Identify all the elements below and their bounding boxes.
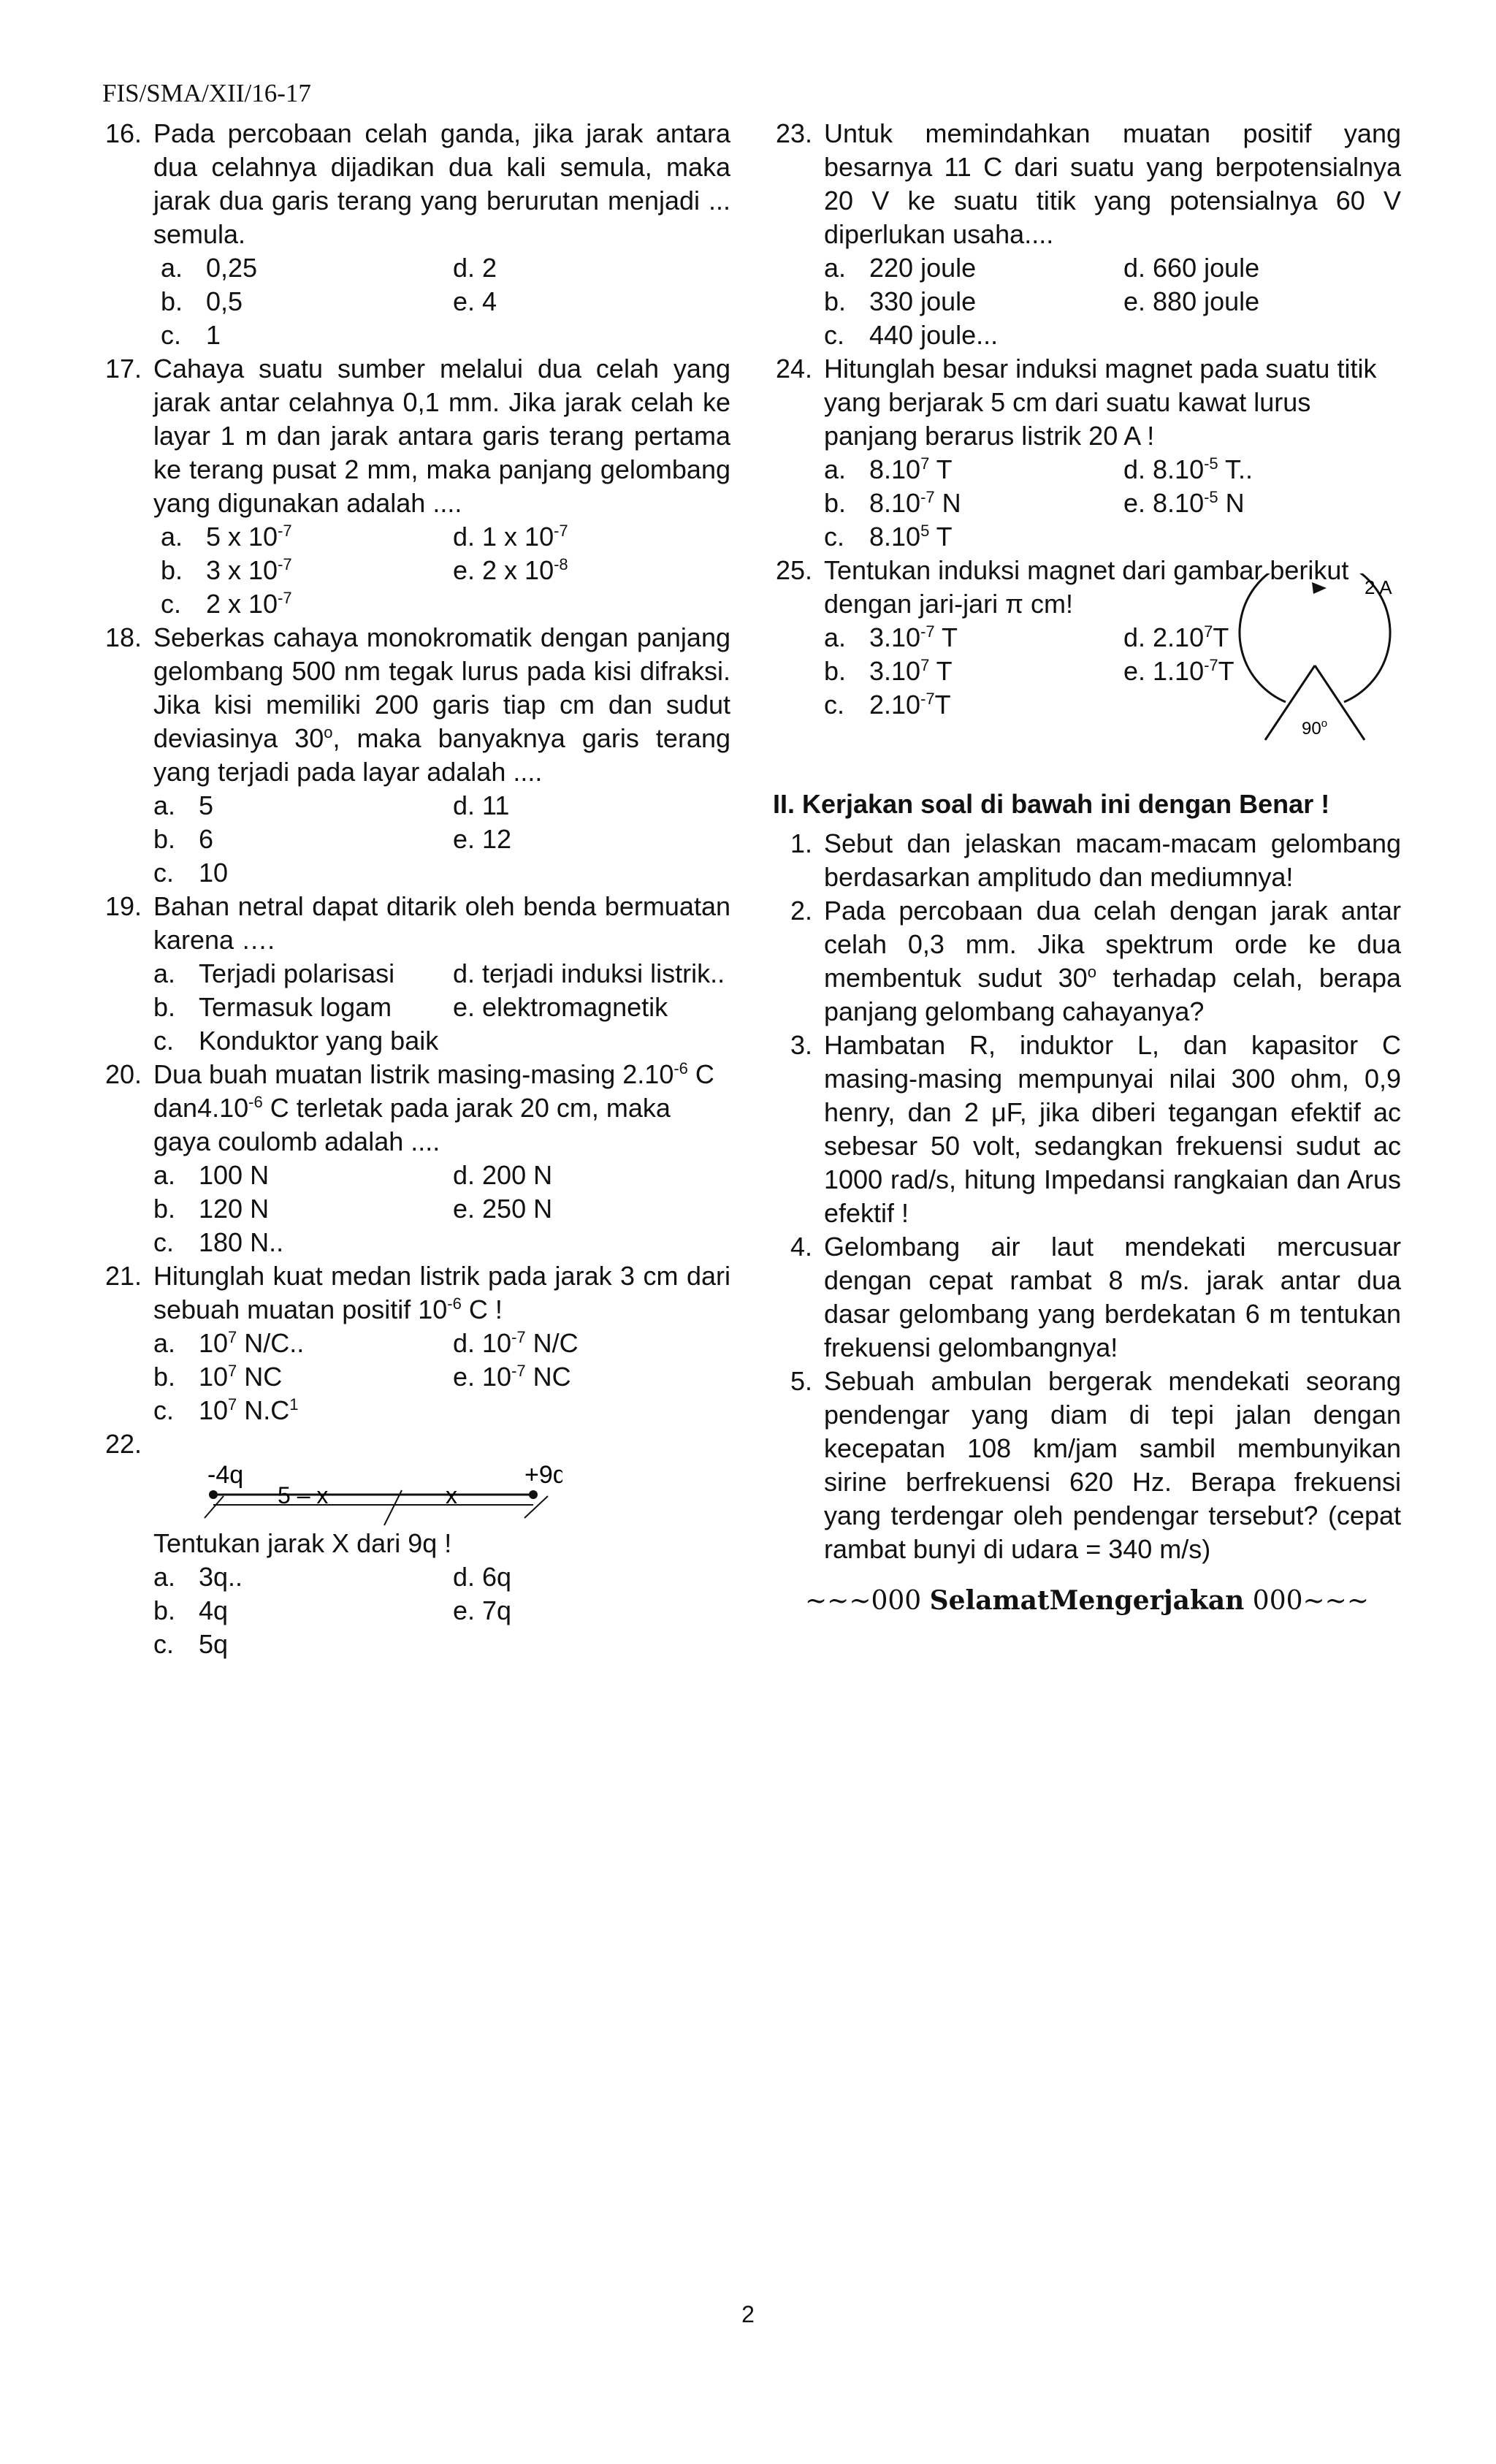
option-d: d. $10^{-7}$ N/C <box>453 1328 579 1358</box>
question-22 <box>102 1427 730 1461</box>
essay-item-3 <box>773 1029 1401 1230</box>
option-d: d. 2 <box>453 253 497 283</box>
tick-left <box>205 1496 224 1518</box>
option-b: b. 3 x $10^{-7}$ <box>161 555 292 585</box>
question-23 <box>773 117 1401 251</box>
essay-number: 2. <box>790 896 812 926</box>
option-a: a. 220 joule <box>824 253 977 283</box>
option-b: b. 120 N <box>153 1194 270 1224</box>
option-b: b. 3.10$^7$ T <box>824 656 953 686</box>
option-e: e. 880 joule <box>1123 286 1260 316</box>
left-charge-label: -4q <box>207 1461 244 1489</box>
essay-text: Hambatan R, induktor L, dan kapasitor C masing-masing mempunyai nilai 300 ohm, 0,9 henry, dan 2 μF, jika diberi tegangan efektif ac sebesar 50 volt, sedangkan frekuensi sudut ac 1000 rad/s, hitung Impedansi rangkaian dan Arus efektif ! <box>824 1030 1401 1228</box>
question-16 <box>102 117 730 251</box>
essay-item-4 <box>773 1230 1401 1365</box>
question-number: 23. <box>775 118 812 148</box>
options-21 <box>153 1327 730 1427</box>
option-a: a. 100 N <box>153 1160 270 1190</box>
option-d: d. 11 <box>453 790 510 820</box>
option-e: e. 7q <box>453 1595 512 1625</box>
question-text: Cahaya suatu sumber melalui dua celah yang jarak antar celahnya 0,1 mm. Jika jarak celah ke layar 1 m dan jarak antara garis terang pertama ke terang pusat 2 mm, maka panjang gelombang yang digunakan adalah .... <box>153 354 730 518</box>
essay-text: Sebuah ambulan bergerak mendekati seorang pendengar yang diam di tepi jalan dengan kecepatan 108 km/jam sambil membunyikan sirine berfrekuensi 620 Hz. Berapa frekuensi yang terdengar oleh pendengar tersebut? (cepat rambat bunyi di udara = 340 m/s) <box>824 1366 1401 1564</box>
option-c: c. 8.10$^5$ T <box>824 522 953 552</box>
option-a: a. 5 x $10^{-7}$ <box>161 522 292 552</box>
option-a: a. 8.10$^7$ T <box>824 454 953 484</box>
option-a: a. 5 <box>153 790 214 820</box>
angle-label: 90$^o$ <box>1302 717 1328 739</box>
option-a: a. 0,25 <box>161 253 258 283</box>
option-c: c. $2.10^{-7}T$ <box>824 690 951 720</box>
option-d: d. 1 x $10^{-7}$ <box>453 522 568 552</box>
question-17 <box>102 352 730 520</box>
section-2-title: II. Kerjakan soal di bawah ini dengan Benar ! <box>773 789 1330 819</box>
option-e: e. $1.10^{-7}T$ <box>1123 656 1234 686</box>
option-e: e. 2 x $10^{-8}$ <box>453 555 568 585</box>
option-c: c. 10 <box>153 858 229 888</box>
option-c: c. $10^7$ $N.C^1$ <box>153 1395 299 1425</box>
option-c: c. 5q <box>153 1629 229 1659</box>
current-arrow-icon <box>1312 582 1327 594</box>
option-d: d. 200 N <box>453 1160 553 1190</box>
segment-label-right: x <box>446 1482 457 1508</box>
question-number: 24. <box>775 354 812 384</box>
question-19 <box>102 890 730 957</box>
options-17 <box>161 520 730 621</box>
option-c: c. 440 joule... <box>824 320 999 350</box>
question-22-text: Tentukan jarak X dari 9q ! <box>153 1528 452 1558</box>
question-number: 19. <box>104 891 142 921</box>
option-d: d. $8.10^{-5}$ T.. <box>1123 454 1253 484</box>
essay-number: 5. <box>790 1366 812 1396</box>
question-text: Dua buah muatan listrik masing-masing $2.10^{-6}$ C $dan4.10^{-6}$ C terletak pada jarak 20 cm, maka gaya coulomb adalah .... <box>153 1059 714 1156</box>
question-21 <box>102 1259 730 1327</box>
question-20 <box>102 1058 730 1159</box>
option-a: a. $3.10^{-7}$ T <box>824 622 958 652</box>
options-18 <box>153 789 730 890</box>
essay-text: Sebut dan jelaskan macam-macam gelombang berdasarkan amplitudo dan mediumnya! <box>824 828 1401 892</box>
essay-number: 1. <box>790 828 812 858</box>
question-number: 16. <box>104 118 142 148</box>
question-text: Untuk memindahkan muatan positif yang besarnya 11 C dari suatu yang berpotensialnya 20 V ke suatu titik yang potensialnya 60 V diperlukan usaha.... <box>824 118 1401 249</box>
option-b: b. $8.10^{-7}$ N <box>824 488 961 518</box>
question-number: 20. <box>104 1059 142 1089</box>
question-number: 25. <box>775 555 812 585</box>
question-number: 17. <box>104 354 142 384</box>
charge-line-diagram <box>153 1461 730 1541</box>
essay-item-2 <box>773 894 1401 1029</box>
essay-text: Gelombang air laut mendekati mercusuar dengan cepat rambat 8 m/s. jarak antar dua dasar gelombang yang berdekatan 6 m tentukan frekuensi gelombangnya! <box>824 1232 1401 1362</box>
options-16 <box>161 251 730 352</box>
option-e: e. elektromagnetik <box>453 992 668 1022</box>
question-18 <box>102 621 730 789</box>
option-d: d. 2.10$^7$T <box>1123 622 1229 652</box>
option-d: d. terjadi induksi listrik.. <box>453 958 725 988</box>
essay-text: Pada percobaan dua celah dengan jarak antar celah 0,3 mm. Jika spektrum orde ke dua membentuk sudut 30$^o$ terhadap celah, berapa panjang gelombang cahayanya? <box>824 896 1401 1026</box>
question-text: Hitunglah kuat medan listrik pada jarak 3 cm dari sebuah muatan positif $10^{-6}$ C ! <box>153 1261 730 1324</box>
document-header: FIS/SMA/XII/16-17 <box>102 79 311 107</box>
question-text: Tentukan induksi magnet dari gambar berikut dengan jari-jari π cm! <box>824 555 1349 619</box>
options-20 <box>153 1159 730 1259</box>
option-d: d. 6q <box>453 1562 512 1592</box>
option-e: e. 12 <box>453 824 512 854</box>
options-22 <box>153 1560 730 1661</box>
right-charge-dot <box>529 1490 538 1499</box>
option-a: a. Terjadi polarisasi <box>153 958 395 988</box>
question-text: Seberkas cahaya monokromatik dengan panjang gelombang 500 nm tegak lurus pada kisi difraksi. Jika kisi memiliki 200 garis tiap cm dan sudut deviasinya 30$^o$, maka banyaknya garis terang yang terjadi pada layar adalah .... <box>153 622 730 787</box>
essay-item-5 <box>773 1365 1401 1566</box>
question-text: Pada percobaan celah ganda, jika jarak antara dua celahnya dijadikan dua kali semula, maka jarak dua garis terang yang berurutan menjadi ... semula. <box>153 118 730 249</box>
arc-svg <box>1234 573 1410 749</box>
options-24 <box>824 453 1401 554</box>
option-b: b. 330 joule <box>824 286 977 316</box>
essay-number: 3. <box>790 1030 812 1060</box>
option-d: d. 660 joule <box>1123 253 1260 283</box>
essay-item-1 <box>773 827 1401 894</box>
closing-message: ~~~000 SelamatMengerjakan 000~~~ <box>804 1585 1370 1616</box>
current-label: 2 A <box>1365 576 1392 598</box>
option-b: b. Termasuk logam <box>153 992 392 1022</box>
option-c: c. 180 N.. <box>153 1227 284 1257</box>
question-number: 22. <box>104 1429 142 1459</box>
question-number: 18. <box>104 622 142 652</box>
option-b: b. 4q <box>153 1595 229 1625</box>
option-e: e. 4 <box>453 286 497 316</box>
segment-label-left: 5 – x <box>278 1482 329 1508</box>
option-c: c. 2 x $10^{-7}$ <box>161 589 292 619</box>
option-c: c. 1 <box>161 320 221 350</box>
option-e: e. 250 N <box>453 1194 553 1224</box>
essay-number: 4. <box>790 1232 812 1262</box>
option-e: e. $8.10^{-5}$ N <box>1123 488 1245 518</box>
option-b: b. 0,5 <box>161 286 243 316</box>
tick-right <box>524 1496 548 1518</box>
option-b: b. $10^7$ NC <box>153 1362 283 1392</box>
options-19 <box>153 957 730 1058</box>
options-23 <box>824 251 1401 352</box>
question-text: Bahan netral dapat ditarik oleh benda bermuatan karena …. <box>153 891 730 955</box>
page-number: 2 <box>741 2301 755 2327</box>
option-a: a. 3q.. <box>153 1562 243 1592</box>
magnetic-arc-diagram <box>1234 573 1410 752</box>
right-column <box>773 117 1401 1618</box>
question-number: 21. <box>104 1261 142 1291</box>
option-e: e. $10^{-7}$ NC <box>453 1362 571 1392</box>
option-c: c. Konduktor yang baik <box>153 1026 439 1056</box>
charge-line-svg <box>153 1461 562 1541</box>
question-text: Hitunglah besar induksi magnet pada suatu titik yang berjarak 5 cm dari suatu kawat lurus panjang berarus listrik 20 A ! <box>824 354 1377 451</box>
option-b: b. 6 <box>153 824 214 854</box>
question-24 <box>773 352 1401 453</box>
left-column <box>102 117 730 1661</box>
right-charge-label: +9q <box>524 1461 562 1489</box>
left-charge-dot <box>209 1490 218 1499</box>
option-a: a. $10^7$ N/C.. <box>153 1328 305 1358</box>
